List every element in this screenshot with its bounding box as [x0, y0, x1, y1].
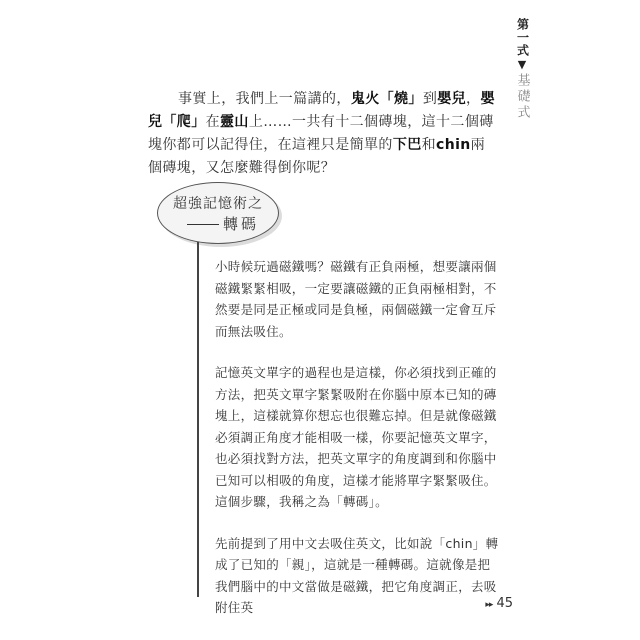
- body-paragraph: 記憶英文單字的過程也是這樣，你必須找到正確的方法，把英文單字緊緊吸附在你腦中原本已知的磚塊上，這樣就算你想忘也很難忘掉。但是就像磁鐵必須調正角度才能相吸一樣，你要記憶英文單字，也必須找對方法，把英文單字的角度調到和你腦中已知可以相吸的角度，這樣才能將單字緊緊吸住。這個步驟，我稱之為「轉碼」。: [215, 365, 497, 509]
- double-arrow-icon: ▸▸: [485, 600, 493, 610]
- intro-paragraph: [148, 88, 496, 180]
- intro-bold-term: 靈山: [220, 114, 249, 130]
- intro-bold-term: chin: [436, 137, 471, 153]
- intro-text: 兩個磚塊，又怎麼難得倒你呢？: [148, 137, 486, 176]
- section-heading: [157, 182, 279, 244]
- chapter-label: 第一式: [515, 18, 530, 57]
- page-number: 45: [496, 596, 513, 611]
- intro-bold-term: 嬰兒: [437, 91, 467, 107]
- intro-text: ，: [466, 91, 481, 107]
- intro-bold-term: 嬰兒「爬」: [148, 91, 495, 130]
- page-footer: [485, 596, 513, 611]
- intro-bold-term: 下巴: [392, 137, 422, 153]
- intro-bold-term: 鬼火「燒」: [350, 91, 423, 107]
- section-heading-line2: 轉碼: [222, 215, 259, 233]
- section-heading-line2-wrap: [168, 213, 278, 234]
- chapter-name: 基礎式: [514, 73, 530, 121]
- intro-text: 到: [422, 91, 438, 107]
- intro-text: 上……一共有十二個磚塊，這十二個磚塊你都可以記得住，在這裡只是簡單的: [148, 114, 494, 153]
- intro-text: 事實上，我們上一篇講的，: [178, 91, 351, 107]
- dash-rule: [187, 224, 219, 225]
- side-rule: [197, 242, 199, 597]
- intro-text: 和: [421, 137, 437, 153]
- section-heading-line1: 超強記憶術之: [173, 196, 263, 212]
- body-paragraph: 小時候玩過磁鐵嗎？磁鐵有正負兩極，想要讓兩個磁鐵緊緊相吸，一定要讓磁鐵的正負兩極相對，不然要是同是正極或同是負極，兩個磁鐵一定會互斥而無法吸住。: [215, 259, 497, 339]
- boxed-body: [215, 256, 503, 639]
- triangle-down-icon: ▼: [517, 58, 527, 71]
- body-paragraph: 先前提到了用中文去吸住英文，比如說「chin」轉成了已知的「親」，這就是一種轉碼。這就像是把我們腦中的中文當做是磁鐵，把它角度調正，去吸附住英: [215, 535, 499, 615]
- intro-text: 在: [205, 114, 221, 130]
- chapter-tab: [508, 18, 536, 121]
